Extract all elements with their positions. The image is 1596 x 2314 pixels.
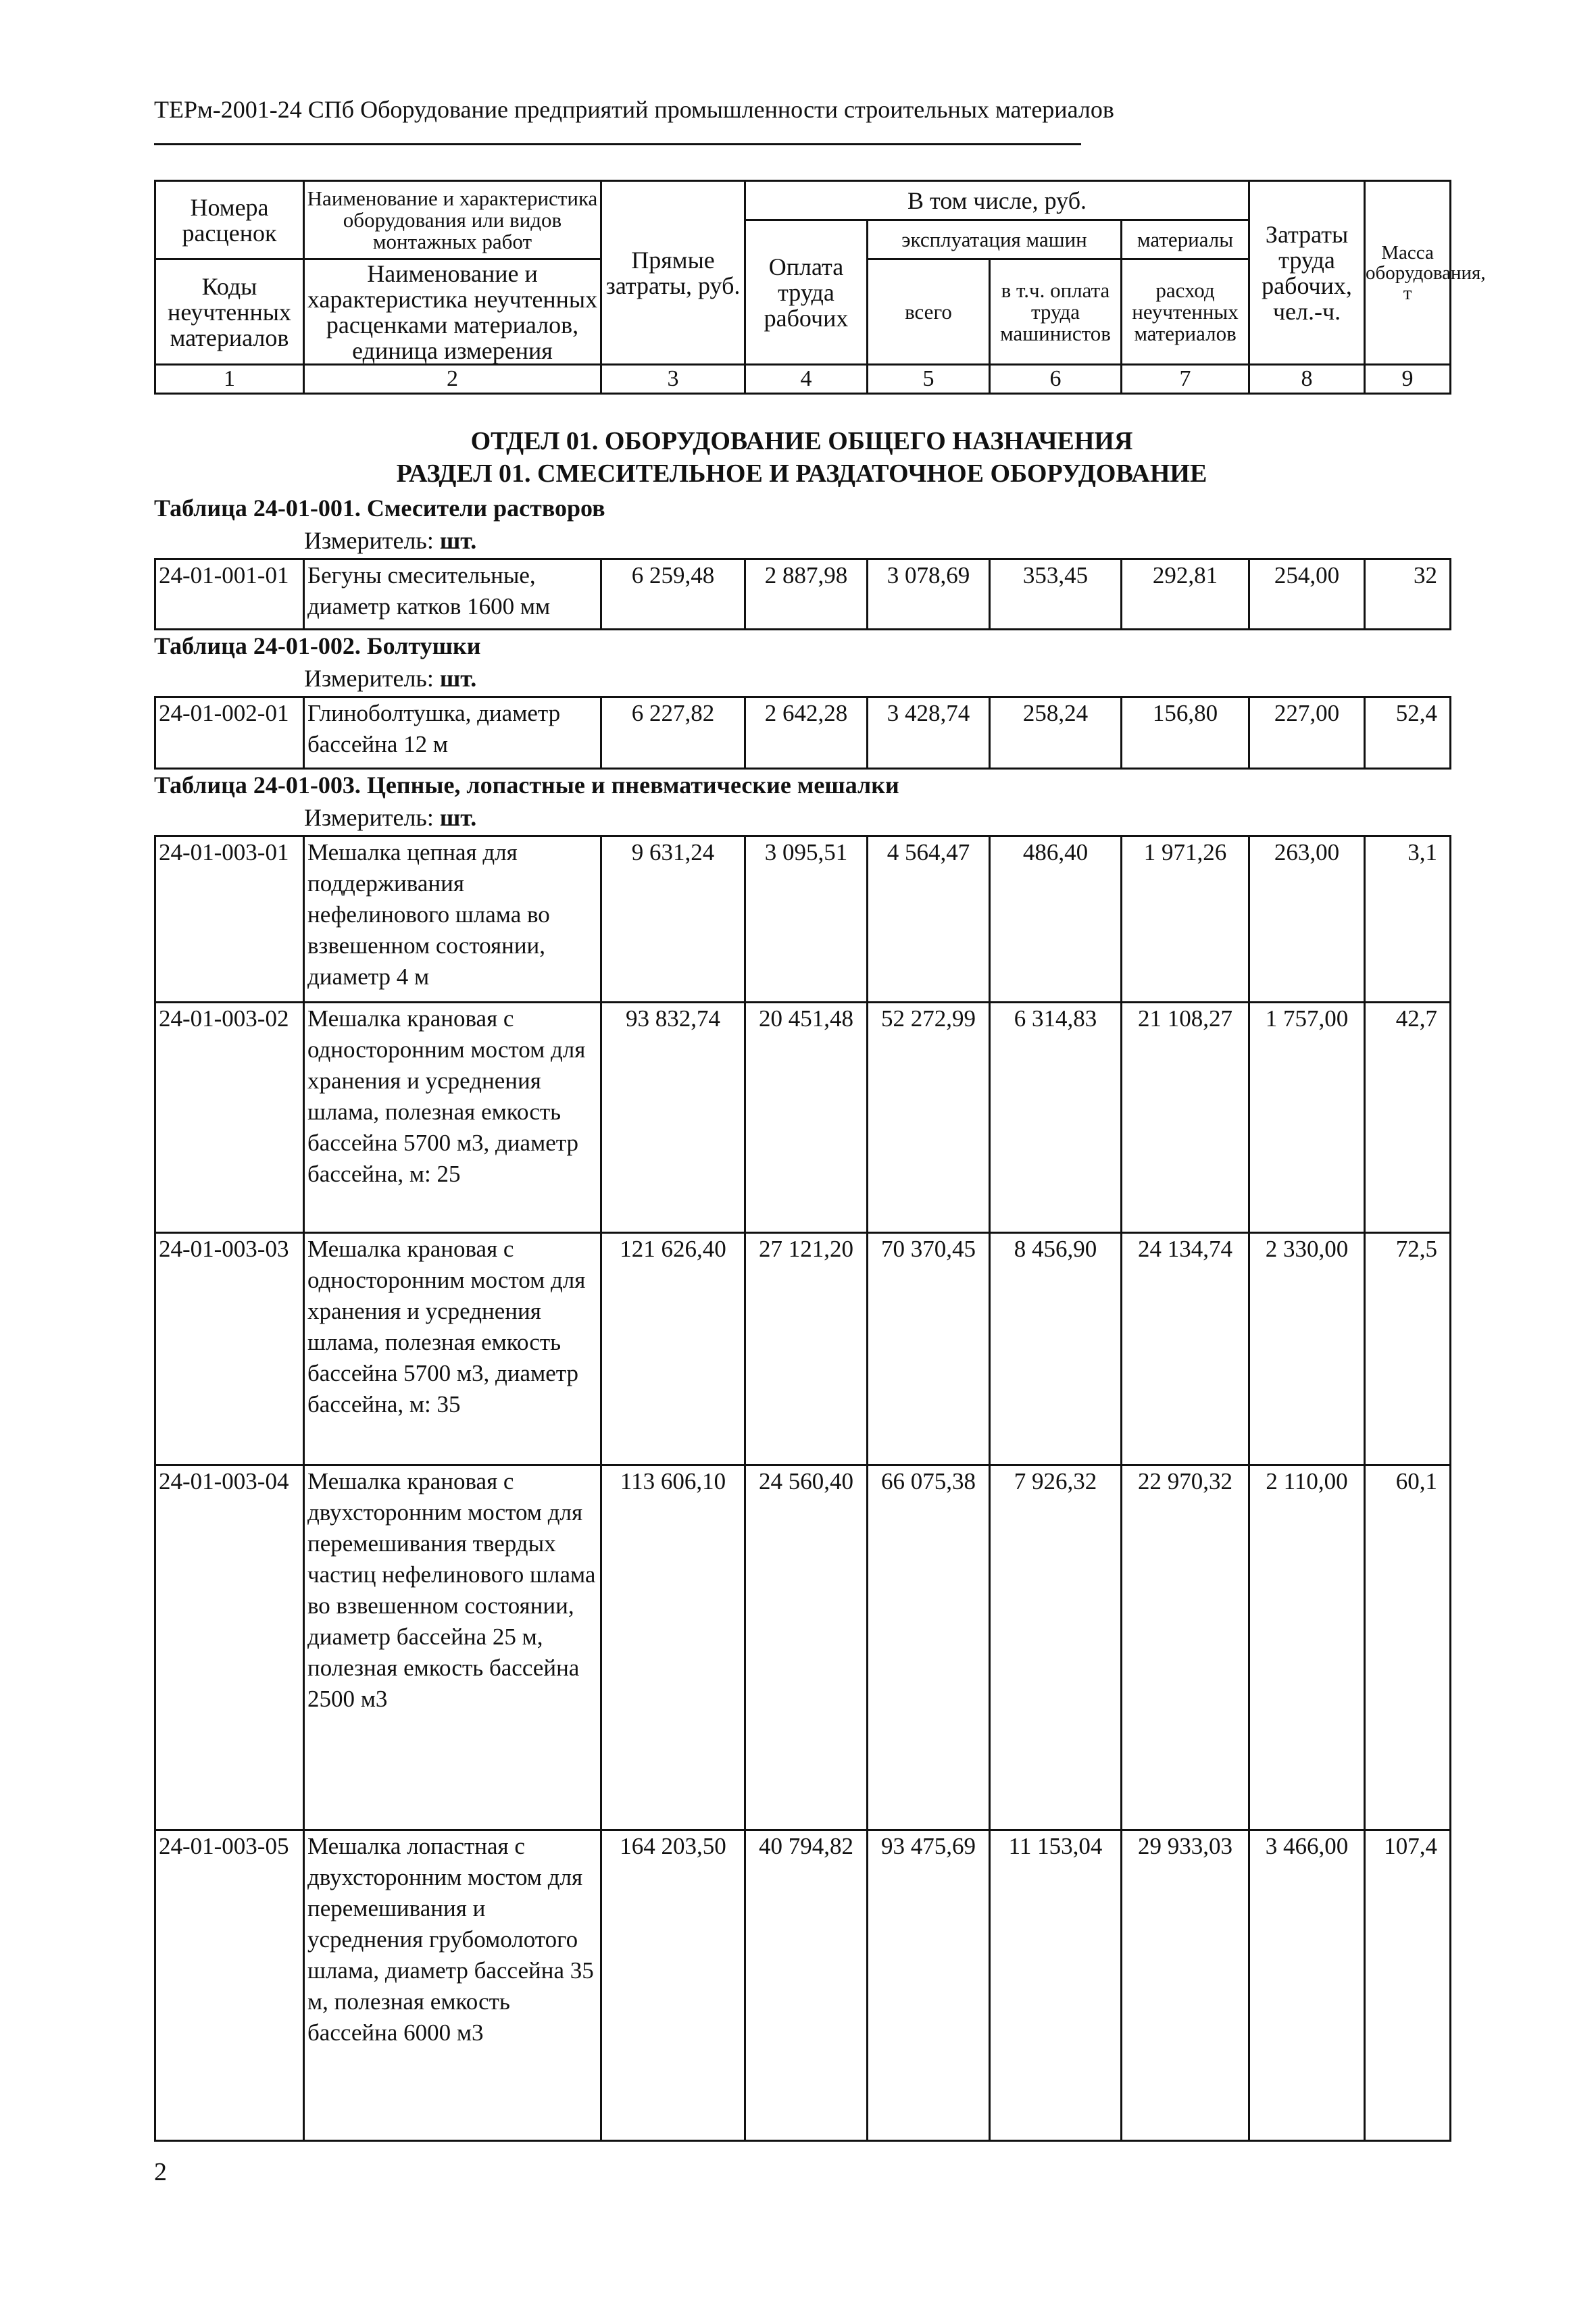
materials: 29 933,03 bbox=[1122, 1830, 1249, 2141]
header-rule bbox=[154, 143, 1081, 145]
machinist-pay: 258,24 bbox=[990, 697, 1122, 769]
materials: 292,81 bbox=[1122, 559, 1249, 630]
unit-line bbox=[304, 663, 476, 693]
machines-total: 66 075,38 bbox=[868, 1465, 990, 1830]
labor-hours: 227,00 bbox=[1249, 697, 1365, 769]
direct-costs: 113 606,10 bbox=[601, 1465, 745, 1830]
unit-line bbox=[304, 803, 476, 832]
table-row bbox=[155, 697, 1451, 769]
direct-costs: 93 832,74 bbox=[601, 1003, 745, 1233]
labor-hours: 1 757,00 bbox=[1249, 1003, 1365, 1233]
rate-code: 24-01-002-01 bbox=[155, 697, 304, 769]
table-row bbox=[155, 1830, 1451, 2141]
machines-total: 52 272,99 bbox=[868, 1003, 990, 1233]
rate-table bbox=[154, 835, 1451, 2142]
equipment-mass: 42,7 bbox=[1365, 1003, 1451, 1233]
machinist-pay: 353,45 bbox=[990, 559, 1122, 630]
col-number: 7 bbox=[1122, 365, 1249, 394]
machinist-pay: 11 153,04 bbox=[990, 1830, 1122, 2141]
rate-code: 24-01-003-02 bbox=[155, 1003, 304, 1233]
hdr-machines-total: всего bbox=[868, 259, 990, 365]
labor-hours: 2 330,00 bbox=[1249, 1233, 1365, 1465]
hdr-equipment-mass: Масса оборудования, т bbox=[1365, 181, 1451, 365]
column-header-table bbox=[154, 180, 1486, 395]
equipment-mass: 72,5 bbox=[1365, 1233, 1451, 1465]
machinist-pay: 486,40 bbox=[990, 836, 1122, 1003]
materials: 22 970,32 bbox=[1122, 1465, 1249, 1830]
labor-hours: 263,00 bbox=[1249, 836, 1365, 1003]
labor-hours: 2 110,00 bbox=[1249, 1465, 1365, 1830]
unit-label: Измеритель: bbox=[304, 804, 434, 831]
rate-name: Мешалка крановая с двухсторонним мостом для перемешивания твердых частиц нефелинового шлама во взвешенном состоянии, диаметр бассейна 25 м, полезная емкость бассейна 2500 м3 bbox=[304, 1465, 601, 1830]
rate-name: Мешалка лопастная с двухсторонним мостом для перемешивания и усреднения грубомолотого шлама, диаметр бассейна 35 м, полезная емкость бассейна 6000 м3 bbox=[304, 1830, 601, 2141]
table-caption: Таблица 24-01-003. Цепные, лопастные и пневматические мешалки bbox=[154, 772, 899, 799]
rate-name: Мешалка цепная для поддерживания нефелинового шлама во взвешенном состоянии, диаметр 4 м bbox=[304, 836, 601, 1003]
rate-code: 24-01-003-05 bbox=[155, 1830, 304, 2141]
equipment-mass: 32 bbox=[1365, 559, 1451, 630]
unit-line bbox=[304, 526, 476, 555]
machines-total: 93 475,69 bbox=[868, 1830, 990, 2141]
col-number: 3 bbox=[601, 365, 745, 394]
materials: 21 108,27 bbox=[1122, 1003, 1249, 1233]
direct-costs: 6 259,48 bbox=[601, 559, 745, 630]
rate-name: Бегуны смесительные, диаметр катков 1600 мм bbox=[304, 559, 601, 630]
hdr-machine-operation: эксплуатация машин bbox=[868, 220, 1122, 259]
materials: 24 134,74 bbox=[1122, 1233, 1249, 1465]
worker-pay: 40 794,82 bbox=[745, 1830, 868, 2141]
table-row bbox=[155, 1465, 1451, 1830]
equipment-mass: 60,1 bbox=[1365, 1465, 1451, 1830]
table-row bbox=[155, 1003, 1451, 1233]
hdr-direct-costs: Прямые затраты, руб. bbox=[601, 181, 745, 365]
rate-code: 24-01-001-01 bbox=[155, 559, 304, 630]
machines-total: 3 428,74 bbox=[868, 697, 990, 769]
direct-costs: 164 203,50 bbox=[601, 1830, 745, 2141]
hdr-machinist-pay: в т.ч. оплата труда машинистов bbox=[990, 259, 1122, 365]
hdr-rate-numbers: Номера расценок bbox=[155, 181, 304, 259]
rate-table bbox=[154, 696, 1451, 770]
worker-pay: 20 451,48 bbox=[745, 1003, 868, 1233]
equipment-mass: 3,1 bbox=[1365, 836, 1451, 1003]
table-row bbox=[155, 1233, 1451, 1465]
unit-value: шт. bbox=[439, 665, 477, 692]
hdr-including: В том числе, руб. bbox=[745, 181, 1249, 220]
table-row bbox=[155, 559, 1451, 630]
col-number: 4 bbox=[745, 365, 868, 394]
unit-value: шт. bbox=[439, 804, 477, 831]
rate-name: Мешалка крановая с односторонним мостом для хранения и усреднения шлама, полезная емкость бассейна 5700 м3, диаметр бассейна, м: 25 bbox=[304, 1003, 601, 1233]
rate-code: 24-01-003-04 bbox=[155, 1465, 304, 1830]
rate-code: 24-01-003-01 bbox=[155, 836, 304, 1003]
hdr-material-consumption: расход неучтенных материалов bbox=[1122, 259, 1249, 365]
hdr-equipment-name: Наименование и характеристика оборудования или видов монтажных работ bbox=[304, 181, 601, 259]
col-number: 2 bbox=[304, 365, 601, 394]
worker-pay: 2 887,98 bbox=[745, 559, 868, 630]
machines-total: 4 564,47 bbox=[868, 836, 990, 1003]
worker-pay: 27 121,20 bbox=[745, 1233, 868, 1465]
hdr-labor-hours: Затраты труда рабочих, чел.-ч. bbox=[1249, 181, 1365, 365]
rate-name: Глиноболтушка, диаметр бассейна 12 м bbox=[304, 697, 601, 769]
materials: 1 971,26 bbox=[1122, 836, 1249, 1003]
machinist-pay: 6 314,83 bbox=[990, 1003, 1122, 1233]
worker-pay: 2 642,28 bbox=[745, 697, 868, 769]
section-razdel: РАЗДЕЛ 01. СМЕСИТЕЛЬНОЕ И РАЗДАТОЧНОЕ ОБОРУДОВАНИЕ bbox=[396, 459, 1207, 488]
labor-hours: 3 466,00 bbox=[1249, 1830, 1365, 2141]
materials: 156,80 bbox=[1122, 697, 1249, 769]
direct-costs: 9 631,24 bbox=[601, 836, 745, 1003]
section-otdel: ОТДЕЛ 01. ОБОРУДОВАНИЕ ОБЩЕГО НАЗНАЧЕНИЯ bbox=[470, 427, 1133, 455]
rate-table bbox=[154, 558, 1451, 630]
page-number: 2 bbox=[154, 2158, 167, 2186]
col-number: 8 bbox=[1249, 365, 1365, 394]
table-row bbox=[155, 836, 1451, 1003]
machinist-pay: 7 926,32 bbox=[990, 1465, 1122, 1830]
hdr-worker-pay: Оплата труда рабочих bbox=[745, 220, 868, 365]
direct-costs: 121 626,40 bbox=[601, 1233, 745, 1465]
unit-label: Измеритель: bbox=[304, 527, 434, 554]
col-number: 9 bbox=[1365, 365, 1451, 394]
col-number: 6 bbox=[990, 365, 1122, 394]
table-caption: Таблица 24-01-002. Болтушки bbox=[154, 632, 481, 659]
col-number: 1 bbox=[155, 365, 304, 394]
unit-label: Измеритель: bbox=[304, 665, 434, 692]
machinist-pay: 8 456,90 bbox=[990, 1233, 1122, 1465]
hdr-materials: материалы bbox=[1122, 220, 1249, 259]
direct-costs: 6 227,82 bbox=[601, 697, 745, 769]
worker-pay: 24 560,40 bbox=[745, 1465, 868, 1830]
machines-total: 3 078,69 bbox=[868, 559, 990, 630]
rate-code: 24-01-003-03 bbox=[155, 1233, 304, 1465]
hdr-unaccounted-codes: Коды неучтенных материалов bbox=[155, 259, 304, 365]
hdr-unaccounted-materials: Наименование и характеристика неучтенных расценками материалов, единица измерения bbox=[304, 259, 601, 365]
machines-total: 70 370,45 bbox=[868, 1233, 990, 1465]
unit-value: шт. bbox=[439, 527, 477, 554]
equipment-mass: 52,4 bbox=[1365, 697, 1451, 769]
running-header: ТЕРм-2001-24 СПб Оборудование предприятий промышленности строительных материалов bbox=[154, 96, 1114, 123]
worker-pay: 3 095,51 bbox=[745, 836, 868, 1003]
table-caption: Таблица 24-01-001. Смесители растворов bbox=[154, 495, 605, 522]
col-number: 5 bbox=[868, 365, 990, 394]
equipment-mass: 107,4 bbox=[1365, 1830, 1451, 2141]
rate-name: Мешалка крановая с односторонним мостом для хранения и усреднения шлама, полезная емкость бассейна 5700 м3, диаметр бассейна, м: 35 bbox=[304, 1233, 601, 1465]
labor-hours: 254,00 bbox=[1249, 559, 1365, 630]
